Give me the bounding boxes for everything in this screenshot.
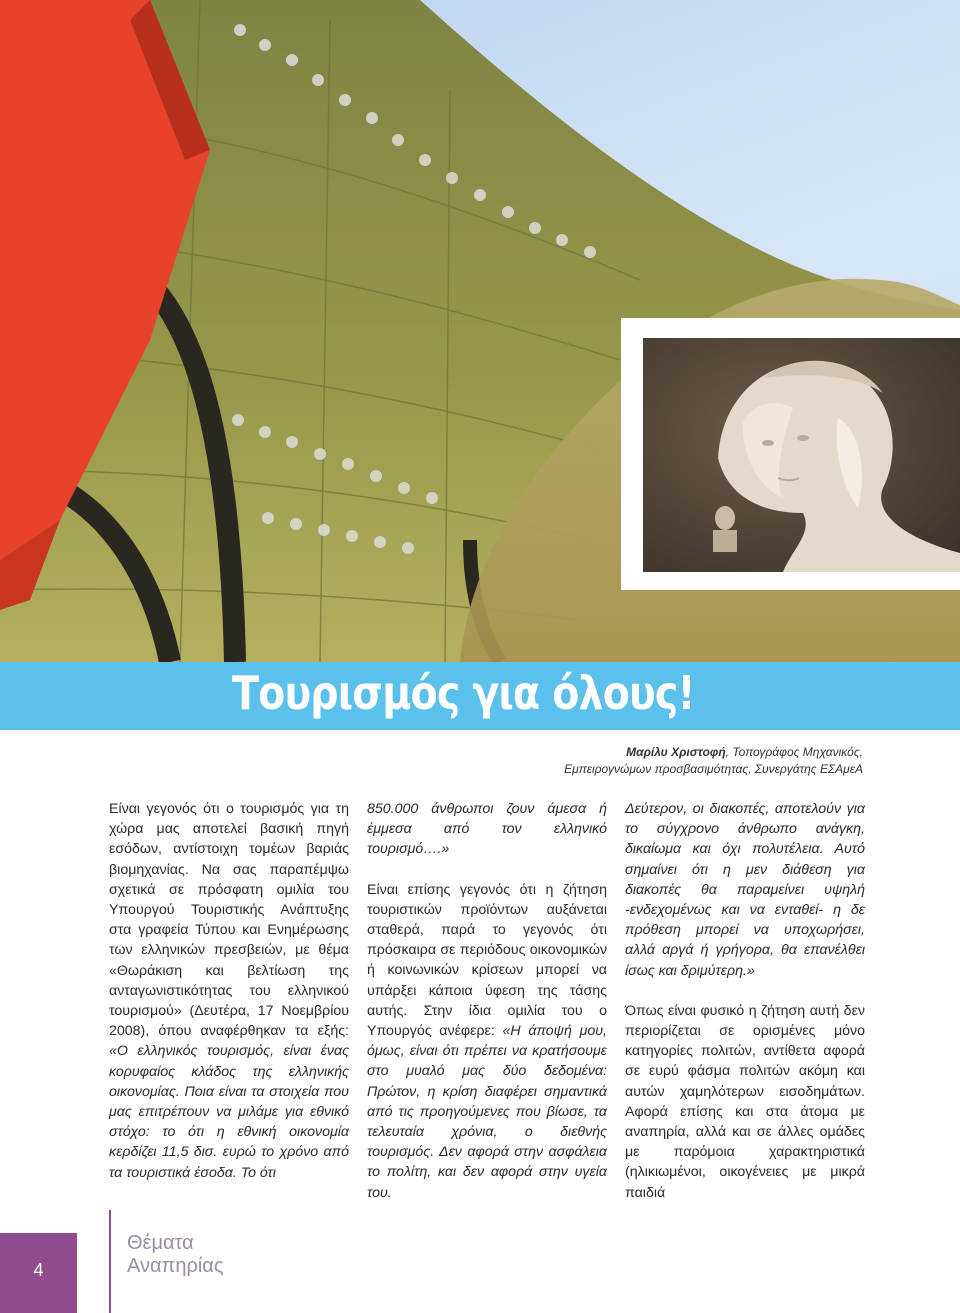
text-column-1 (109, 799, 349, 1183)
page-number: 4 (33, 1260, 44, 1280)
byline (564, 744, 863, 778)
paragraph (625, 1001, 865, 1203)
quote-text: 850.000 άνθρωποι ζουν άμεσα ή έμμεσα από τον ελληνικό τουρισμό….» (367, 801, 607, 858)
article-title: Τουρισμός για όλους! (232, 666, 695, 720)
paragraph-text: Είναι επίσης γεγονός ότι η ζήτηση τουριστικών προϊόντων αυξάνεται σταθερά, παρά το γεγονός ότι πρόσκαιρα σε περιόδους οικονομικών ή κοινωνικών κρίσεων μπορεί να υπάρξει κάποια ύφεση της τάσης αυτής. Στην ίδια ομιλία του ο Υπουργός ανέφερε: (367, 881, 607, 1040)
paragraph (367, 880, 607, 1203)
magazine-name (127, 1232, 223, 1278)
footer-divider (109, 1210, 111, 1313)
text-column-2 (367, 799, 607, 1203)
author-name: Μαρίλυ Χριστοφή (626, 745, 726, 759)
statue-illustration (643, 338, 960, 572)
magazine-name-line2: Αναπηρίας (127, 1255, 224, 1277)
quote-text: «Ο ελληνικός τουρισμός, είναι ένας κορυφαίος κλάδος της ελληνικής οικονομίας. Ποια είναι τα στοιχεία που μας επιτρέπουν να μιλάμε για εθνικό στόχο: το ότι η εθνική οικονομία κερδίζει 11,5 δισ. ευρώ το χρόνο από τα τουριστικά έσοδα. Το ότι (109, 1043, 349, 1181)
quote-text: Δεύτερον, οι διακοπές, αποτελούν για το σύγχρονο άνθρωπο ανάγκη, δικαίωμα και όχι πολυτέλεια. Αυτό σημαίνει ότι η μεν διάθεση για διακοπές θα παραμείνει υψηλή -ενδεχομένως και να ενταθεί- η δε πρόθεση μπορεί να υποχωρήσει, αλλά αργά ή γρήγορα, θα επανέλθει ίσως και δριμύτερη.» (625, 801, 865, 979)
paragraph (367, 799, 607, 860)
paragraph-text: Είναι γεγονός ότι ο τουρισμός για τη χώρα μας αποτελεί βασική πηγή εσόδων, αντίστοιχη τομέων βαριάς βιομηχανίας. Να σας παραπέμψω σχετικά σε πρόσφατη ομιλία του Υπουργού Τουριστικής Ανάπτυξης στα γραφεία Τύπου και Ενημέρωσης των ελληνικών πρεσβειών, με θέμα «Θωράκιση και βελτίωση της ανταγωνιστικότητας του ελληνικού τουρισμού» (Δευτέρα, 17 Νοεμβρίου 2008), όπου αναφέρθηκαν τα εξής: (109, 801, 349, 1040)
author-role-line2: Εμπειρογνώμων προσβασιμότητας, Συνεργάτης ΕΣΑμεΑ (564, 762, 863, 776)
quote-text: «Η άποψή μου, όμως, είναι ότι πρέπει να κρατήσουμε στο μυαλό μας δύο δεδομένα: Πρώτον, η κρίση διαφέρει σημαντικά από τις προηγούμενες που βίωσε, τα τελευταία χρόνια, ο διεθνής τουρισμός. Δεν αφορά στην ασφάλεια το πολίτη, και δεν αφορά στην υγεία του. (367, 1023, 607, 1201)
text-column-3 (625, 799, 865, 1203)
paragraph (109, 799, 349, 1183)
author-role-line1: , Τοπογράφος Μηχανικός, (725, 745, 863, 759)
paragraph (625, 799, 865, 981)
statue-photo (643, 338, 960, 572)
magazine-name-line1: Θέματα (127, 1232, 194, 1254)
paragraph-text: Όπως είναι φυσικό η ζήτηση αυτή δεν περιορίζεται σε ορισμένες μόνο κατηγορίες πολιτών, αντίθετα αφορά σε ευρύ φάσμα πολιτών ακόμη και αυτών χαμηλότερων εισοδημάτων. Αφορά επίσης και στα άτομα με αναπηρία, αλλά και σε άλλες ομάδες με παρόμοια χαρακτηριστικά (ηλικιωμένοι, οικογένειες με μικρά παιδιά (625, 1002, 865, 1201)
